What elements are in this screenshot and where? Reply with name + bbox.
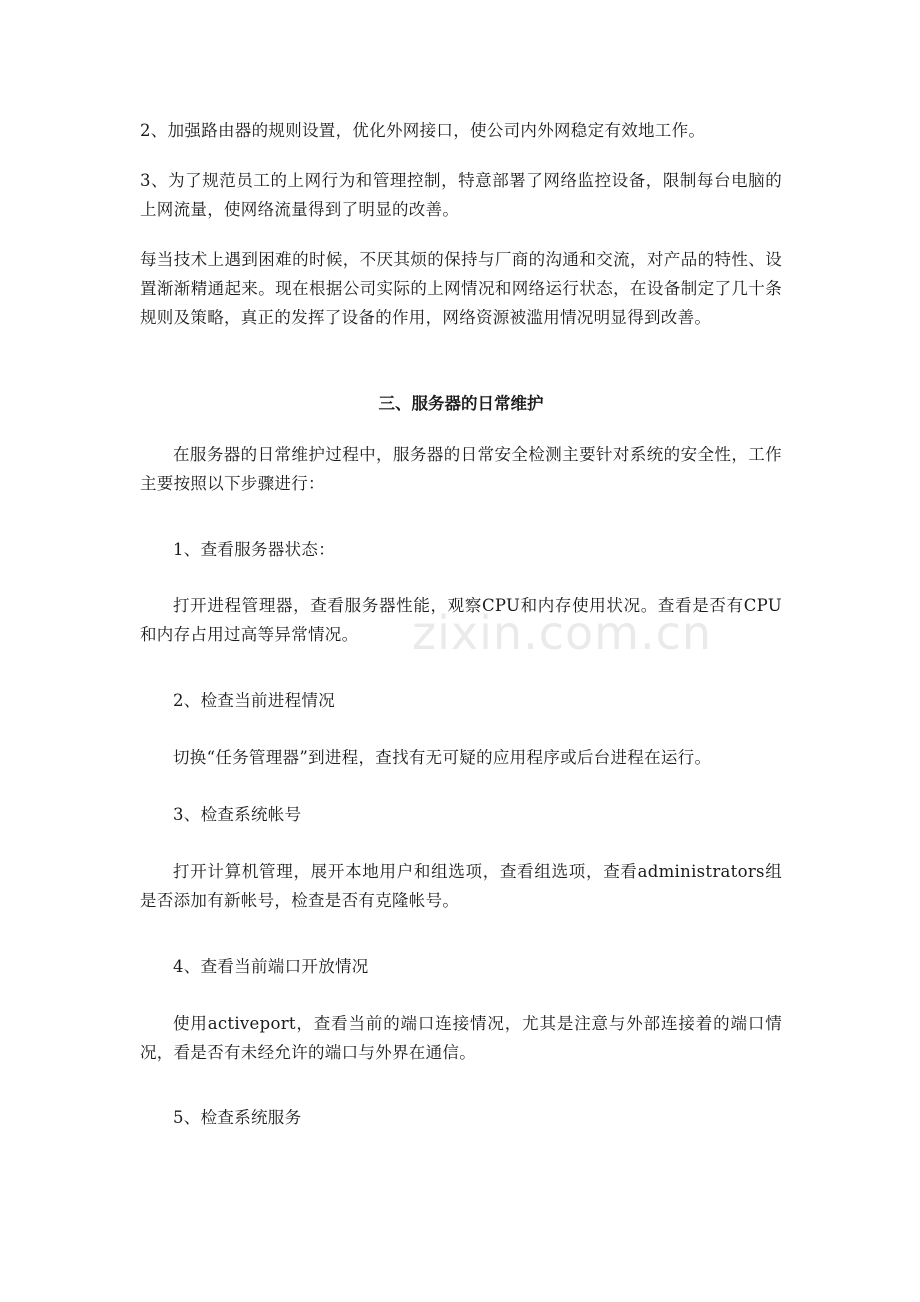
watermark-logo: zixin.com.cn (412, 606, 713, 660)
section-heading: 三、服务器的日常维护 (378, 394, 544, 413)
paragraph-server-intro: 在服务器的日常维护过程中，服务器的日常安全检测主要针对系统的安全性，工作主要按照以下步骤进行： (140, 445, 782, 493)
paragraph-step-2: 切换“任务管理器”到进程，查找有无可疑的应用程序或后台进程在运行。 (173, 748, 712, 767)
paragraph-vendor-communication: 每当技术上遇到困难的时候，不厌其烦的保持与厂商的沟通和交流，对产品的特性、设置渐渐精通起来。现在根据公司实际的上网情况和网络运行状态，在设备制定了几十条规则及策略，真正的发挥了设备的作用，网络资源被滥用情况明显得到改善。 (140, 250, 782, 327)
paragraph-step-4: 使用activeport，查看当前的端口连接情况，尤其是注意与外部连接着的端口情况，看是否有未经允许的端口与外界在通信。 (140, 1014, 782, 1062)
paragraph-step-3: 打开计算机管理，展开本地用户和组选项，查看组选项，查看administrators组是否添加有新帐号，检查是否有克隆帐号。 (140, 862, 782, 910)
step-heading-3: 3、检查系统帐号 (173, 805, 302, 824)
paragraph-network-monitoring: 3、为了规范员工的上网行为和管理控制，特意部署了网络监控设备，限制每台电脑的上网流量，使网络流量得到了明显的改善。 (140, 171, 782, 219)
step-heading-5: 5、检查系统服务 (173, 1108, 302, 1127)
step-heading-2: 2、检查当前进程情况 (173, 691, 335, 710)
paragraph-step-1: 打开进程管理器，查看服务器性能，观察CPU和内存使用状况。查看是否有CPU和内存占用过高等异常情况。 (140, 596, 782, 644)
paragraph-router-rules: 2、加强路由器的规则设置，优化外网接口，使公司内外网稳定有效地工作。 (140, 121, 706, 140)
step-heading-4: 4、查看当前端口开放情况 (173, 957, 369, 976)
step-heading-1: 1、查看服务器状态： (173, 540, 335, 559)
